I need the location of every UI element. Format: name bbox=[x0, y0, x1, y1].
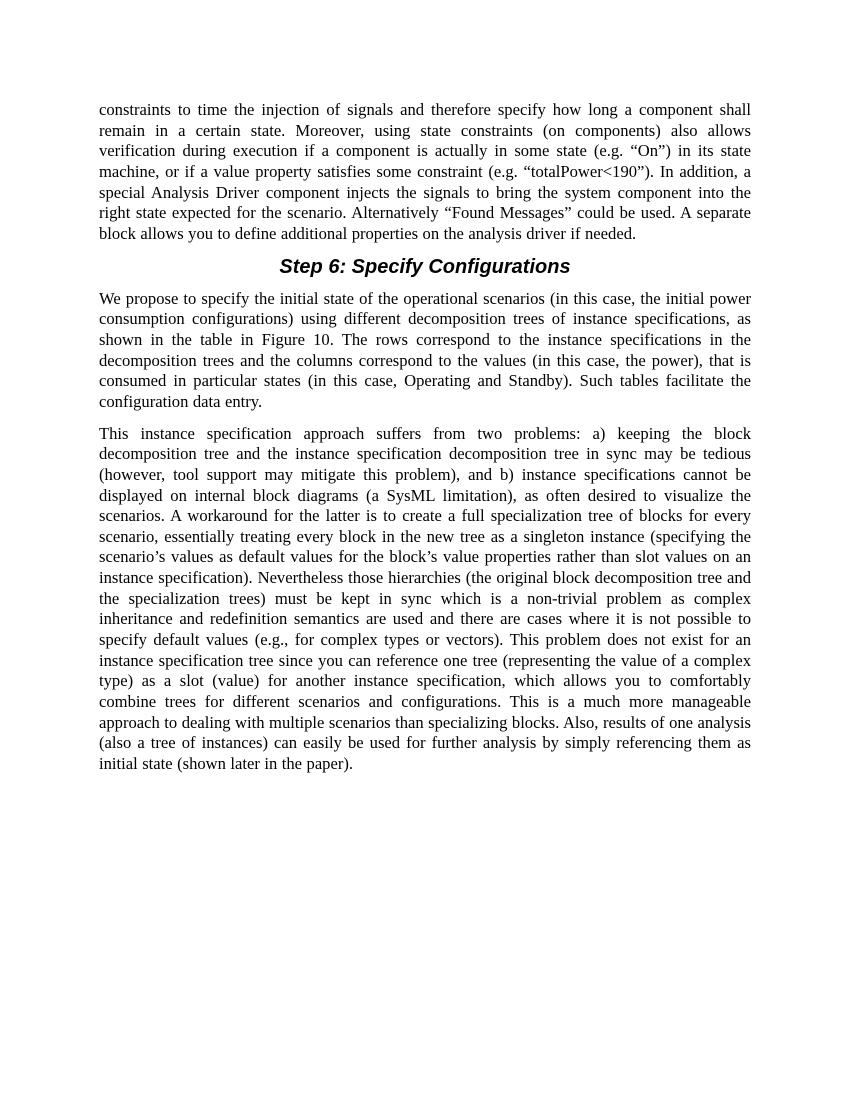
section-heading-step-6: Step 6: Specify Configurations bbox=[279, 255, 571, 278]
paragraph-state-constraints: constraints to time the injection of signals and therefore specify how long a component shall remain in a certain state. Moreover, using state constraints (on components) also allows verification during execution if a component is actually in some state (e.g. “On”) in its state machine, or if a value property satisfies some constraint (e.g. “totalPower<190”). In addition, a special Analysis Driver component injects the signals to bring the system component into the right state expected for the scenario. Alternatively “Found Messages” could be used. A separate block allows you to define additional properties on the analysis driver if needed. bbox=[99, 100, 751, 243]
paragraph-specify-initial-state: We propose to specify the initial state of the operational scenarios (in this case, the initial power consumption configurations) using different decomposition trees of instance specifications, as shown in the table in Figure 10. The rows correspond to the instance specifications in the decomposition trees and the columns correspond to the values (in this case, the power), that is consumed in particular states (in this case, Operating and Standby). Such tables facilitate the configuration data entry. bbox=[99, 288, 751, 411]
paragraph-instance-specification-problems: This instance specification approach suffers from two problems: a) keeping the block decomposition tree and the instance specification decomposition tree in sync may be tedious (however, tool support may mitigate this problem), and b) instance specifications cannot be displayed on internal block diagrams (a SysML limitation), as often desired to visualize the scenarios. A workaround for the latter is to create a full specialization tree of blocks for every scenario, essentially treating every block in the new tree as a singleton instance (specifying the scenario’s values as default values for the block’s value properties rather than slot values on an instance specification). Nevertheless those hierarchies (the original block decomposition tree and the specialization trees) must be kept in sync which is a non-trivial problem as complex inheritance and redefinition semantics are used and there are cases where it is not possible to specify default values (e.g., for complex types or vectors). This problem does not exist for an instance specification tree since you can reference one tree (representing the value of a complex type) as a slot (value) for another instance specification, which allows you to comfortably combine trees for different scenarios and configurations. This is a much more manageable approach to dealing with multiple scenarios than specializing blocks. Also, results of one analysis (also a tree of instances) can easily be used for further analysis by simply referencing them as initial state (shown later in the paper). bbox=[99, 423, 751, 774]
